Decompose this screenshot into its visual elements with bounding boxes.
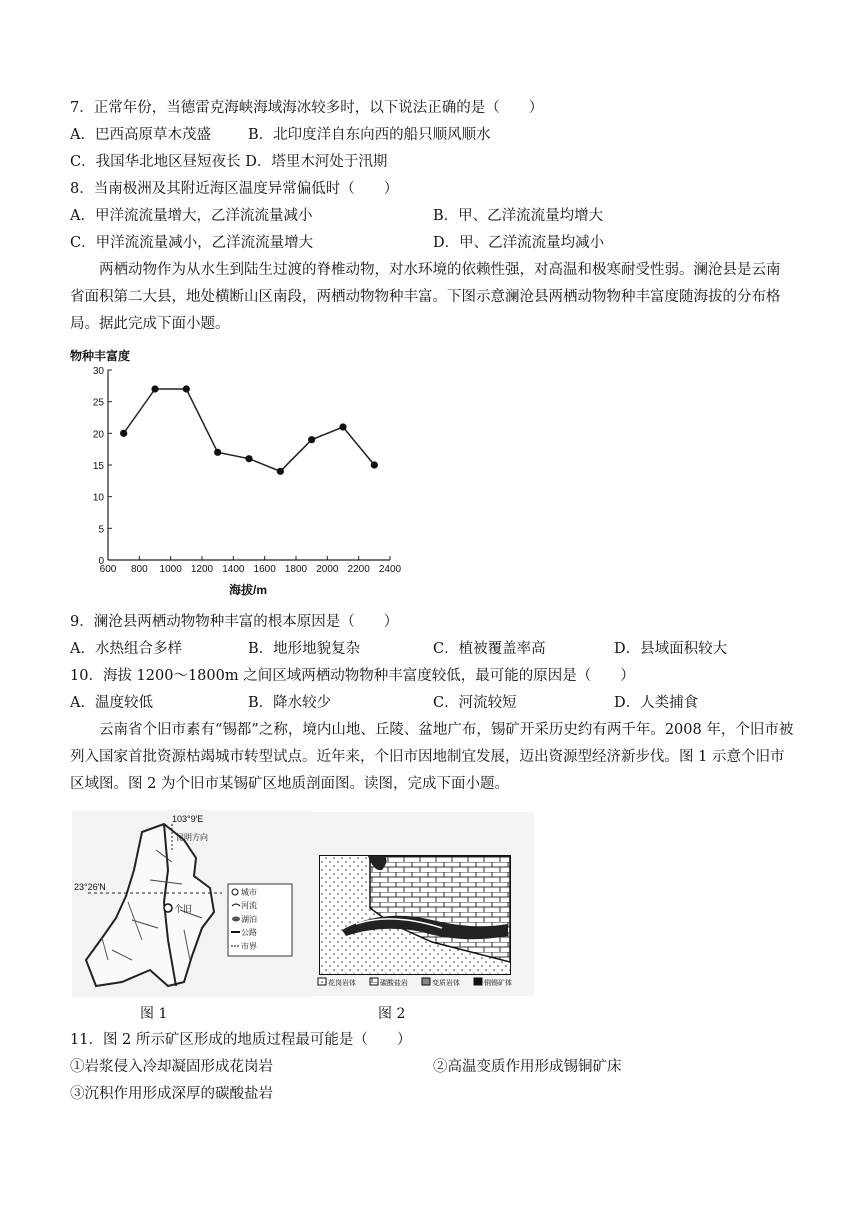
chart-data-point (277, 468, 284, 475)
fig1-legend-1: 河流 (241, 901, 257, 910)
chart-x-tick-label: 1800 (284, 564, 308, 575)
richness-chart (62, 344, 402, 606)
fig2-legend-2: 变质岩体 (432, 980, 460, 987)
fig1-latitude: 23°26′N (74, 882, 106, 892)
fig1-legend-2: 湖泊 (241, 915, 257, 924)
chart-x-tick-label: 1200 (190, 564, 214, 575)
q8-option-b: B．甲、乙洋流流量均增大 (433, 208, 604, 224)
q8-option-a: A．甲洋流流量增大，乙洋流流量减小 (70, 208, 313, 224)
fig2-legend-3: 铜锡矿体 (484, 980, 512, 987)
fig1-longitude: 103°9′E (172, 814, 204, 824)
chart-y-tick-label: 5 (98, 524, 104, 536)
chart-x-tick-label: 1000 (159, 564, 182, 575)
q11-option-3: ③沉积作用形成深厚的碳酸盐岩 (70, 1086, 273, 1102)
q9-option-c: C．植被覆盖率高 (433, 641, 546, 657)
q10-option-d: D．人类捕食 (614, 695, 699, 711)
chart-x-tick-label: 600 (99, 564, 117, 575)
chart-ylabel: 物种丰富度 (70, 349, 131, 363)
chart-y-tick-label: 20 (92, 429, 104, 441)
q11-stem: 11．图 2 所示矿区形成的地质过程最可能是（ ） (70, 1032, 412, 1048)
q9-stem: 9．澜沧县两栖动物物种丰富的根本原因是（ ） (70, 614, 399, 630)
q9-option-d: D．县域面积较大 (614, 641, 728, 657)
chart-y-tick-label: 25 (92, 397, 104, 409)
chart-y-tick-label: 30 (92, 366, 104, 377)
chart-data-point (214, 449, 221, 456)
passage-amphibians: 两栖动物作为从水生到陆生过渡的脊椎动物，对水环境的依赖性强，对高温和极寒耐受性弱。澜沧县是云南省面积第二大县，地处横断山区南段，两栖动物物种丰富。下图示意澜沧县两栖动物物种丰富度随海拔的分布格局。据此完成下面小题。 (70, 262, 781, 332)
fig1-legend-4: 市界 (241, 942, 257, 951)
figure-1-caption: 图 1 (140, 1006, 168, 1022)
chart-y-tick-label: 0 (98, 556, 104, 567)
chart-data-point (183, 385, 190, 392)
chart-y-tick-label: 15 (92, 461, 104, 472)
chart-x-tick-label: 2400 (378, 564, 402, 575)
fig1-city: 个旧 (174, 904, 193, 914)
fig2-legend-0: 花岗岩体 (328, 980, 356, 987)
city-gejiu-icon (164, 904, 172, 912)
q7-option-a: A．巴西高原草木茂盛 (70, 127, 211, 143)
q10-option-c: C．河流较短 (433, 695, 517, 711)
chart-x-tick-label: 1600 (253, 564, 276, 575)
fig1-direction: 昆明方向 (176, 833, 208, 842)
chart-x-tick-label: 1400 (222, 564, 245, 575)
chart-data-point (308, 436, 315, 443)
figure-2-section (312, 812, 534, 996)
chart-x-tick-label: 800 (130, 564, 148, 575)
q11-option-1: ①岩浆侵入冷却凝固形成花岗岩 (70, 1059, 273, 1075)
chart-x-tick-label: 2000 (316, 564, 339, 575)
figure-1-map (72, 810, 312, 998)
fig2-legend-1: 碳酸盐岩 (380, 980, 408, 987)
q9-option-a: A．水热组合多样 (70, 641, 182, 657)
q10-stem: 10．海拔 1200～1800m 之间区域两栖动物物种丰富度较低，最可能的原因是（ ） (70, 668, 635, 684)
chart-data-point (120, 430, 127, 437)
fig1-legend-0: 城市 (241, 888, 257, 897)
q11-option-2: ②高温变质作用形成锡铜矿床 (433, 1059, 622, 1075)
q9-option-b: B．地形地貌复杂 (248, 641, 361, 657)
chart-y-tick-label: 10 (92, 492, 104, 504)
chart-data-point (339, 423, 346, 430)
q8-stem: 8．当南极洲及其附近海区温度异常偏低时（ ） (70, 181, 399, 197)
chart-data-point (245, 455, 252, 462)
chart-data-point (371, 461, 378, 468)
q10-option-b: B．降水较少 (248, 695, 332, 711)
q8-option-c: C．甲洋流流量减小，乙洋流流量增大 (70, 235, 314, 251)
q7-option-cd: C．我国华北地区昼短夜长 D．塔里木河处于汛期 (70, 154, 388, 170)
q7-stem: 7．正常年份，当德雷克海峡海域海冰较多时，以下说法正确的是（ ） (70, 100, 544, 116)
chart-xlabel: 海拔/m (228, 583, 268, 597)
chart-data-point (151, 385, 158, 392)
q10-option-a: A．温度较低 (70, 695, 153, 711)
passage-gejiu: 云南省个旧市素有“锡都”之称，境内山地、丘陵、盆地广布，锡矿开采历史约有两千年。2008 年，个旧市被列入国家首批资源枯竭城市转型试点。近年来，个旧市因地制宜发展，迈出资源型经济新步伐。图 1 示意个旧市区域图。图 2 为个旧市某锡矿区地质剖面图。读图，完成下面小题。 (70, 722, 794, 792)
fig1-legend-3: 公路 (241, 928, 257, 937)
q8-option-d: D．甲、乙洋流流量均减小 (433, 235, 605, 251)
figure-2-caption: 图 2 (378, 1006, 406, 1022)
q7-option-b: B．北印度洋自东向西的船只顺风顺水 (248, 127, 491, 143)
chart-x-tick-label: 2200 (347, 564, 370, 575)
